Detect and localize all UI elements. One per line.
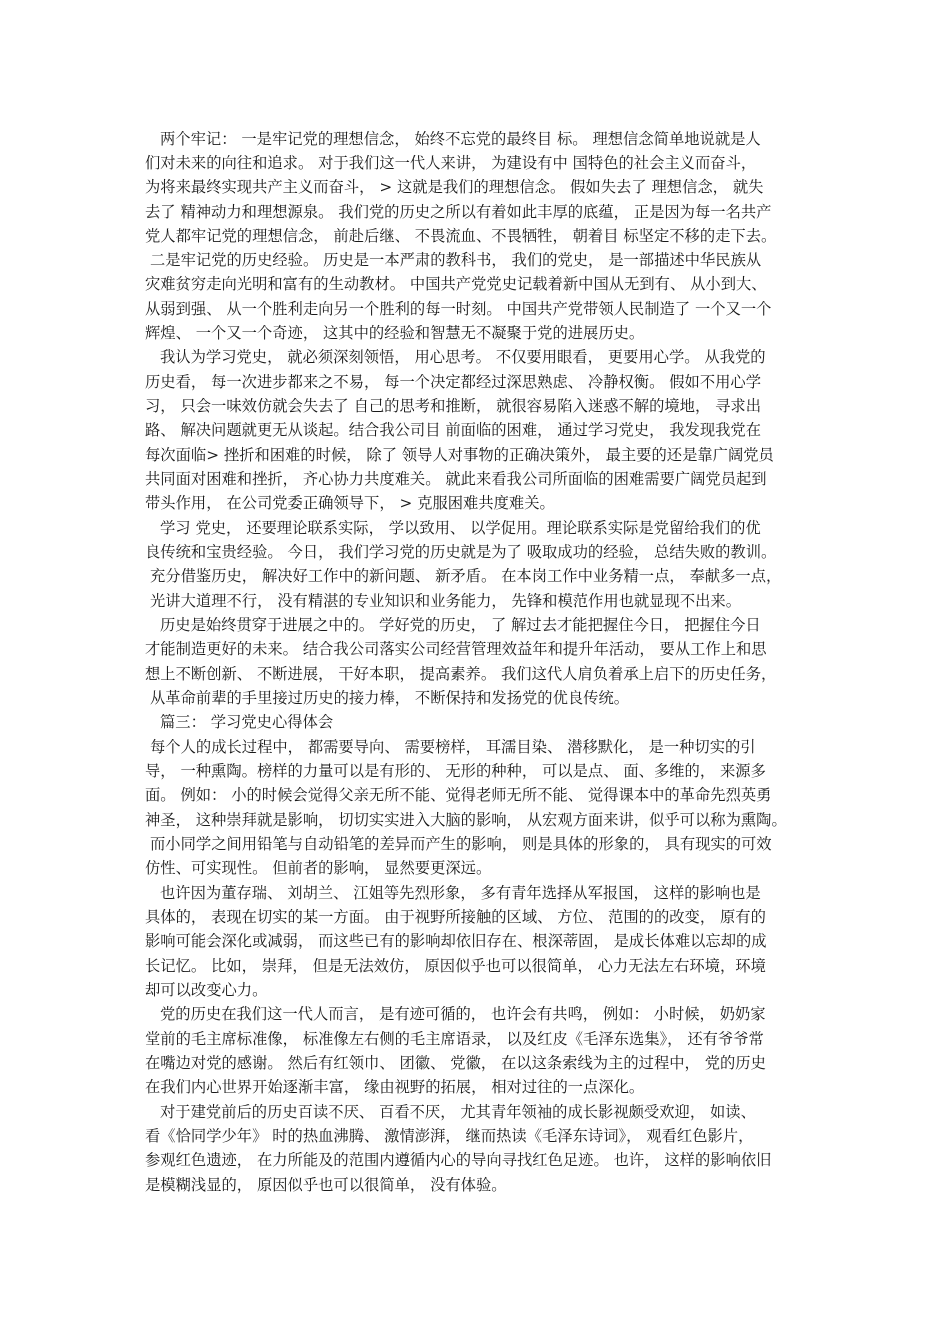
text-line: 每个人的成长过程中， 都需要导向、 需要榜样， 耳濡目染、 潜移默化， 是一种切实的引	[150, 738, 756, 756]
text-line: 长记忆。 比如， 崇拜， 但是无法效仿， 原因似乎也可以很简单， 心力无法左右环境，环境	[145, 957, 766, 975]
text-line: 在嘴边对党的感谢。 然后有红领巾、 团徽、 党徽， 在以这条索线为主的过程中， 党的历史	[145, 1054, 766, 1072]
text-line: 才能制造更好的未来。 结合我公司落实公司经营管理效益年和提升年活动， 要从工作上和思	[145, 640, 767, 658]
text-line: 具体的， 表现在切实的某一方面。 由于视野所接触的区域、 方位、 范围的的改变， 原有的	[145, 908, 766, 926]
text-line: 二是牢记党的历史经验。 历史是一本严肃的教科书， 我们的党史， 是一部描述中华民族从	[150, 251, 762, 269]
text-line: 而小同学之间用铅笔与自动铅笔的差异而产生的影响， 则是具体的形象的， 具有现实的可效	[150, 835, 772, 853]
text-line: 历史看， 每一次进步都来之不易， 每一个决定都经过深思熟虑、 冷静权衡。 假如不用心学	[145, 373, 762, 391]
text-line: 仿性、可实现性。 但前者的影响， 显然要更深远。	[145, 859, 492, 877]
text-line: 面。 例如： 小的时候会觉得父亲无所不能、觉得老师无所不能、 觉得课本中的革命先烈英勇	[145, 786, 772, 804]
text-line: 辉煌、 一个又一个奇迹， 这其中的经验和智慧无不凝聚于党的进展历史。	[145, 324, 645, 342]
text-line: 党人都牢记党的理想信念， 前赴后继、 不畏流血、不畏牺牲， 朝着目 标坚定不移的走下去。	[145, 227, 777, 245]
text-line: 却可以改变心力。	[145, 981, 268, 999]
text-line: 神圣， 这种崇拜就是影响， 切切实实进入大脑的影响， 从宏观方面来讲，似乎可以称为熏陶。	[145, 811, 787, 829]
text-line: 学习 党史， 还要理论联系实际， 学以致用、 以学促用。理论联系实际是党留给我们的优	[160, 519, 761, 537]
text-line: 灾难贫穷走向光明和富有的生动教材。 中国共产党党史记载着新中国从无到有、 从小到大、	[145, 275, 767, 293]
text-line: 影响可能会深化或减弱， 而这些已有的影响却依旧存在、根深蒂固， 是成长体难以忘却的成	[145, 932, 767, 950]
text-line: 我认为学习党史， 就必须深刻领悟， 用心思考。 不仅要用眼看， 更要用心学。 从我党的	[160, 348, 766, 366]
section-heading: 篇三： 学习党史心得体会	[160, 713, 334, 731]
text-line: 想上不断创新、 不断进展， 干好本职， 提高素养。 我们这代人肩负着承上启下的历史任务，	[145, 665, 777, 683]
text-line: 共同面对困难和挫折， 齐心协力共度难关。 就此来看我公司所面临的困难需要广阔党员起到	[145, 470, 767, 488]
text-line: 看《恰同学少年》 时的热血沸腾、 激情澎湃， 继而热读《毛泽东诗词》， 观看红色影片，	[145, 1127, 754, 1145]
text-line: 党的历史在我们这一代人而言， 是有迹可循的， 也许会有共鸣， 例如： 小时候， 奶奶家	[160, 1005, 766, 1023]
text-line: 良传统和宝贵经验。 今日， 我们学习党的历史就是为了 吸取成功的经验， 总结失败的教训。	[145, 543, 777, 561]
text-line: 从革命前辈的手里接过历史的接力棒， 不断保持和发扬党的优良传统。	[150, 689, 630, 707]
text-line: 光讲大道理不行， 没有精湛的专业知识和业务能力， 先锋和模范作用也就显现不出来。	[150, 592, 742, 610]
text-line: 去了 精神动力和理想源泉。 我们党的历史之所以有着如此丰厚的底蕴， 正是因为每一名共产	[145, 203, 772, 221]
text-line: 带头作用， 在公司党委正确领导下， > 克服困难共度难关。	[145, 494, 555, 512]
text-line: 每次面临> 挫折和困难的时候， 除了 领导人对事物的正确决策外， 最主要的还是靠广阔党员	[145, 446, 774, 464]
text-line: 堂前的毛主席标准像， 标准像左右侧的毛主席语录， 以及红皮《毛泽东选集》， 还有爷爷常	[145, 1030, 764, 1048]
text-line: 路、 解决问题就更无从谈起。结合我公司目 前面临的困难， 通过学习党史， 我发现我党在	[145, 421, 762, 439]
text-line: 们对未来的向往和追求。 对于我们这一代人来讲， 为建设有中 国特色的社会主义而奋斗，	[145, 154, 757, 172]
text-line: 从弱到强、 从一个胜利走向另一个胜利的每一时刻。 中国共产党带领人民制造了 一个又一个	[145, 300, 772, 318]
text-line: 充分借鉴历史， 解决好工作中的新问题、 新矛盾。 在本岗工作中业务精一点， 奉献多一点，	[150, 567, 782, 585]
text-line: 习， 只会一味效仿就会失去了 自己的思考和推断， 就很容易陷入迷惑不解的境地， 寻求出	[145, 397, 762, 415]
text-line: 在我们内心世界开始逐渐丰富， 缘由视野的拓展， 相对过往的一点深化。	[145, 1078, 645, 1096]
text-line: 为将来最终实现共产主义而奋斗， > 这就是我们的理想信念。 假如失去了 理想信念， 就失	[145, 178, 764, 196]
text-line: 参观红色遗迹， 在力所能及的范围内遵循内心的导向寻找红色足迹。 也许， 这样的影响依旧	[145, 1151, 772, 1169]
text-line: 也许因为董存瑞、 刘胡兰、 江姐等先烈形象， 多有青年选择从军报国， 这样的影响也是	[160, 884, 761, 902]
text-line: 历史是始终贯穿于进展之中的。 学好党的历史， 了 解过去才能把握住今日， 把握住今日	[160, 616, 761, 634]
text-line: 两个牢记： 一是牢记党的理想信念， 始终不忘党的最终目 标。 理想信念简单地说就是人	[160, 130, 761, 148]
text-line: 对于建党前后的历史百读不厌、 百看不厌， 尤其青年领袖的成长影视颇受欢迎， 如读、	[160, 1103, 756, 1121]
text-line: 是模糊浅显的， 原因似乎也可以很简单， 没有体验。	[145, 1176, 507, 1194]
text-line: 导， 一种熏陶。榜样的力量可以是有形的、 无形的种种， 可以是点、 面、多维的， 来源多	[145, 762, 766, 780]
